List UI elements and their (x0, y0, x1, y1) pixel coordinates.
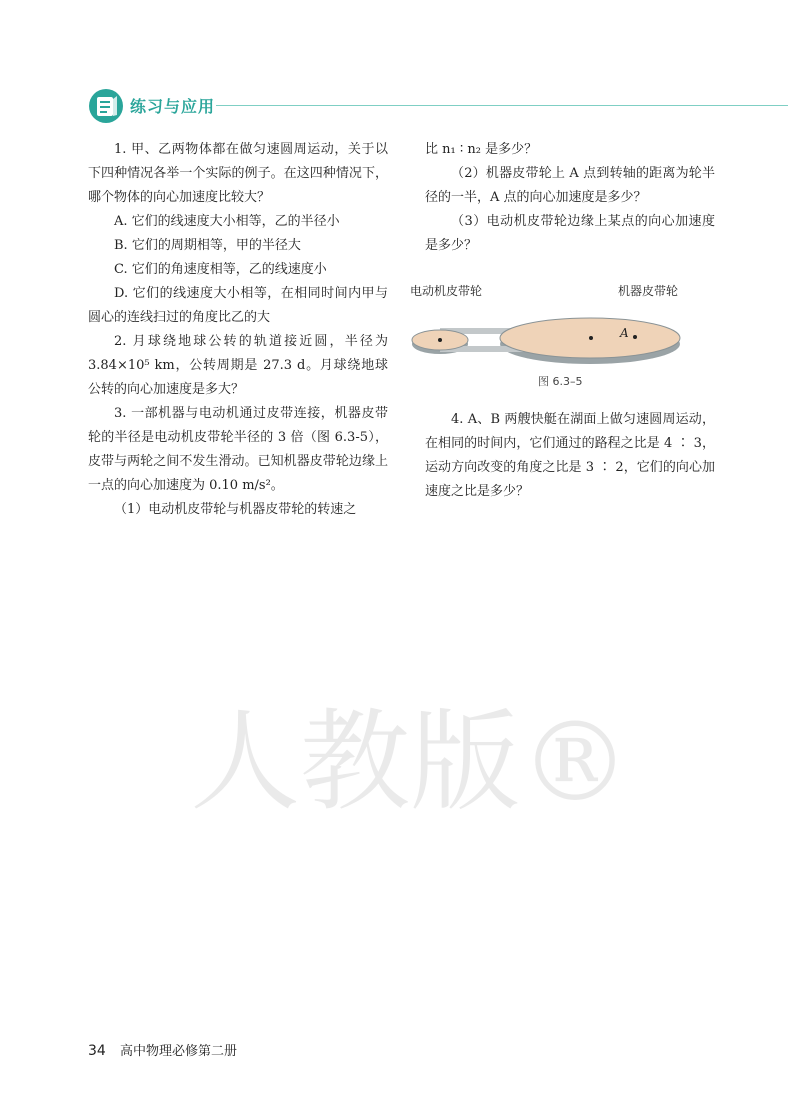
header-divider (216, 105, 788, 106)
pulley-diagram (410, 296, 710, 376)
point-a-dot (633, 335, 637, 339)
book-title: 高中物理必修第二册 (119, 1044, 237, 1059)
watermark-text: 人教版® (190, 698, 630, 826)
publisher-watermark (180, 690, 640, 830)
question-1-option-b: B. 它们的周期相等，甲的半径大 (114, 238, 301, 253)
question-3-part-2: （2）机器皮带轮上 A 点到转轴的距离为轮半径的一半，A 点的向心加速度是多少？ (425, 166, 715, 205)
question-3-part-3: （3）电动机皮带轮边缘上某点的向心加速度是多少？ (425, 214, 715, 253)
machine-pulley-label: 机器皮带轮 (618, 284, 679, 298)
point-a-label: A (620, 326, 629, 340)
section-title: 练习与应用 (130, 97, 216, 116)
right-column (425, 138, 715, 258)
machine-axis-dot (589, 336, 593, 340)
page-number: 34 (88, 1043, 106, 1059)
motor-pulley-label: 电动机皮带轮 (410, 284, 483, 298)
notebook-icon (88, 88, 124, 124)
motor-axis-dot (438, 338, 442, 342)
left-column (88, 138, 388, 522)
question-3-stem: 3. 一部机器与电动机通过皮带连接，机器皮带轮的半径是电动机皮带轮半径的 3 倍（图 6.3-5），皮带与两轮之间不发生滑动。已知机器皮带轮边缘上一点的向心加速度为 0.10 m/s²。 (88, 406, 388, 493)
question-1-option-d: D. 它们的线速度大小相等，在相同时间内甲与圆心的连线扫过的角度比乙的大 (88, 286, 388, 325)
figure-caption: 图 6.3–5 (538, 375, 583, 388)
section-header (88, 88, 788, 128)
question-3-part-1: （1）电动机皮带轮与机器皮带轮的转速之 (114, 502, 357, 517)
question-1-option-c: C. 它们的角速度相等，乙的线速度小 (114, 262, 327, 277)
question-1-stem: 1. 甲、乙两物体都在做匀速圆周运动，关于以下四种情况各举一个实际的例子。在这四种情况下，哪个物体的向心加速度比较大？ (88, 142, 388, 205)
question-2: 2. 月球绕地球公转的轨道接近圆，半径为 3.84×10⁵ km，公转周期是 27.3 d。月球绕地球公转的向心加速度是多大？ (88, 334, 388, 397)
page-footer (88, 1040, 237, 1059)
question-1-option-a: A. 它们的线速度大小相等，乙的半径小 (114, 214, 340, 229)
question-3-part-1-continued: 比 n₁ ∶ n₂ 是多少？ (425, 142, 538, 157)
question-4: 4. A、B 两艘快艇在湖面上做匀速圆周运动，在相同的时间内，它们通过的路程之比是 4 ∶ 3，运动方向改变的角度之比是 3 ∶ 2，它们的向心加速度之比是多少？ (425, 412, 715, 499)
right-column-lower (425, 408, 715, 504)
